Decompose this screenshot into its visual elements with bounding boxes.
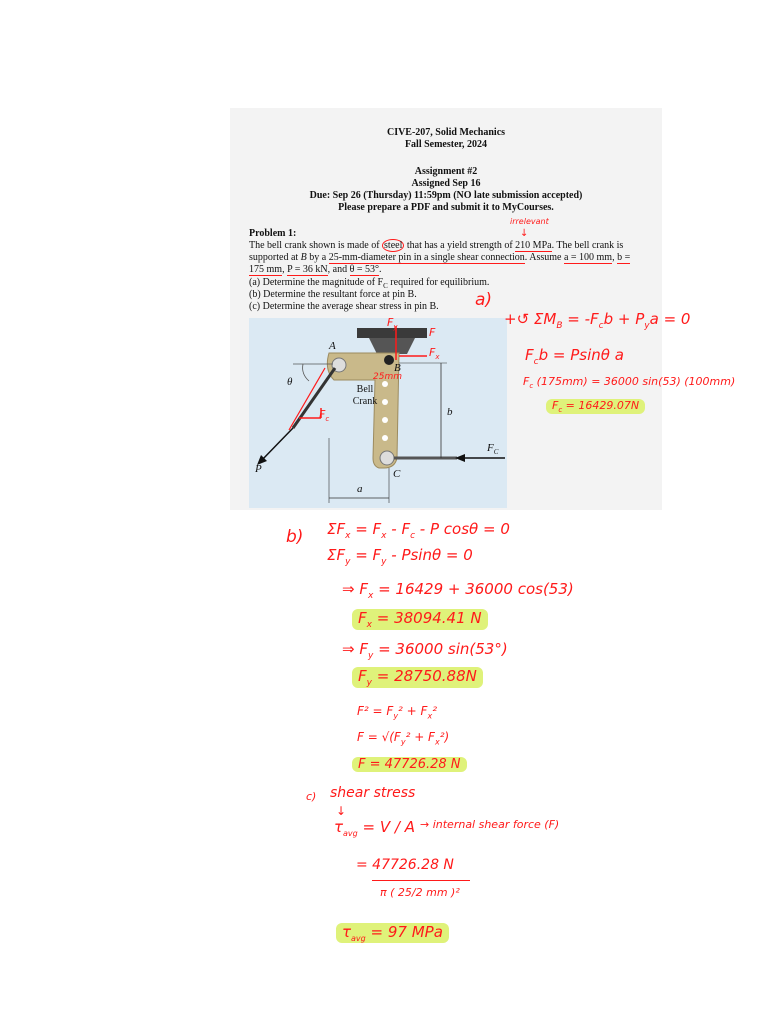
part-c-label: c) (306, 790, 317, 803)
due-date: Due: Sep 26 (Thursday) 11:59pm (NO late submission accepted) (309, 190, 583, 201)
bell-crank-diagram (249, 318, 507, 508)
hand-fig-Fx: $F_x$ (429, 346, 440, 362)
force-P-arrow (261, 428, 293, 461)
course-title: CIVE-207, Solid Mechanics (386, 127, 506, 138)
sum-fy-equation: $\Sigma F_y = F_y - Psin\theta = 0$ (327, 546, 473, 567)
yield-strength: 210 MPa (515, 240, 552, 251)
semester: Fall Semester, 2024 (404, 139, 488, 150)
part-a-label: a) (475, 290, 493, 310)
hand-fig-Fy: $F_y$ (387, 316, 398, 332)
assignment-title: Assignment #2 (414, 166, 478, 177)
label-a: a (357, 483, 363, 495)
hand-fig-F: F (429, 326, 436, 339)
shear-stress-arrow: ↓ (336, 804, 347, 818)
bell-crank-figure (249, 318, 507, 508)
part-b-label: b) (286, 527, 304, 547)
fraction-bar (372, 880, 470, 881)
hole-3 (382, 417, 388, 423)
resultant-sqrt: $F = √(F_y^2 + F_x^2)$ (357, 730, 450, 747)
fc-substitution: $F_c$ (175mm) = 36000 sin(53) (100mm) (523, 375, 736, 391)
part-a-text: (a) Determine the magnitude of $F_C$ required for equilibrium. (249, 277, 490, 290)
label-FC: $F_C$ (487, 442, 499, 457)
label-C: C (393, 468, 401, 480)
resultant-result: F = 47726.28 N (352, 757, 467, 772)
label-theta: θ (287, 376, 293, 388)
theta-arc (303, 364, 309, 381)
pin-B (384, 355, 394, 365)
given-b-start: b = (617, 252, 631, 263)
label-b: b (447, 406, 453, 418)
stress-numerator: = 47726.28 N (356, 857, 454, 873)
fcb-equation: $F_cb = Psin\theta$ a (525, 346, 624, 367)
problem-line-1: The bell crank shown is made of steel that has a yield strength of 210 MPa. The bell crank is (249, 240, 624, 251)
fy-calculation: ⇒ $F_y = 36000$ sin(53°) (342, 640, 508, 661)
resultant-squared: $F^2 = F_y^2 + F_x^2$ (357, 704, 437, 721)
submission-instructions: Please prepare a PDF and submit it to MyCourses. (338, 202, 554, 213)
problem-line-2: supported at B by a 25-mm-diameter pin in a single shear connection. Assume a = 100 mm, b = (249, 252, 631, 263)
stress-denominator: π ( 25/2 mm )² (380, 886, 460, 899)
given-P: P = 36 kN (287, 264, 328, 275)
crank-label: Bell Crank (352, 384, 378, 407)
assigned-date: Assigned Sep 16 (411, 178, 481, 189)
internal-shear-note: → internal shear force (F) (420, 818, 560, 831)
pin-support (369, 338, 415, 354)
steel-word: steel (384, 240, 403, 251)
label-A: A (329, 340, 336, 352)
shear-stress-result: $\tau_{avg} = 97$ MPa (336, 923, 449, 943)
shear-stress-title: shear stress (330, 785, 416, 801)
pin-C (380, 451, 394, 465)
hole-4 (382, 435, 388, 441)
irrelevant-arrow: ↓ (520, 228, 529, 239)
label-B: B (394, 362, 401, 374)
given-theta: θ = 53° (349, 264, 380, 275)
sum-fx-equation: $\Sigma F_x = F_x - F_c - P$ cosθ = 0 (327, 520, 510, 541)
given-b: 175 mm (249, 264, 283, 275)
fx-result: $F_x = 38094.41$ N (352, 609, 488, 630)
fx-calculation: ⇒ $F_x = 16429 + 36000$ cos(53) (342, 580, 574, 601)
given-a: a = 100 mm (563, 252, 613, 263)
shear-stress-definition: $\tau_{avg} = V / A$ (334, 818, 415, 838)
fy-result: $F_y = 28750.88N$ (352, 667, 483, 688)
label-P: P (255, 463, 262, 475)
force-FC-head (455, 454, 465, 462)
hand-fig-25mm: 25mm (373, 372, 402, 382)
fc-result: $F_c = 16429.07N$ (546, 399, 645, 414)
hand-fig-Fc: $F_c$ (319, 408, 330, 424)
pin-description: 25-mm-diameter pin in a single shear connection (328, 252, 525, 263)
problem-title: Problem 1: (249, 228, 297, 239)
moment-equation: +↺ $\Sigma M_B = -F_cb + P_ya = 0$ (504, 310, 691, 331)
irrelevant-note: irrelevant (510, 217, 549, 226)
part-c-text: (c) Determine the average shear stress in pin B. (249, 301, 439, 312)
part-b-text: (b) Determine the resultant force at pin B. (249, 289, 417, 300)
problem-line-3: 175 mm, P = 36 kN, and θ = 53°. (249, 264, 382, 275)
